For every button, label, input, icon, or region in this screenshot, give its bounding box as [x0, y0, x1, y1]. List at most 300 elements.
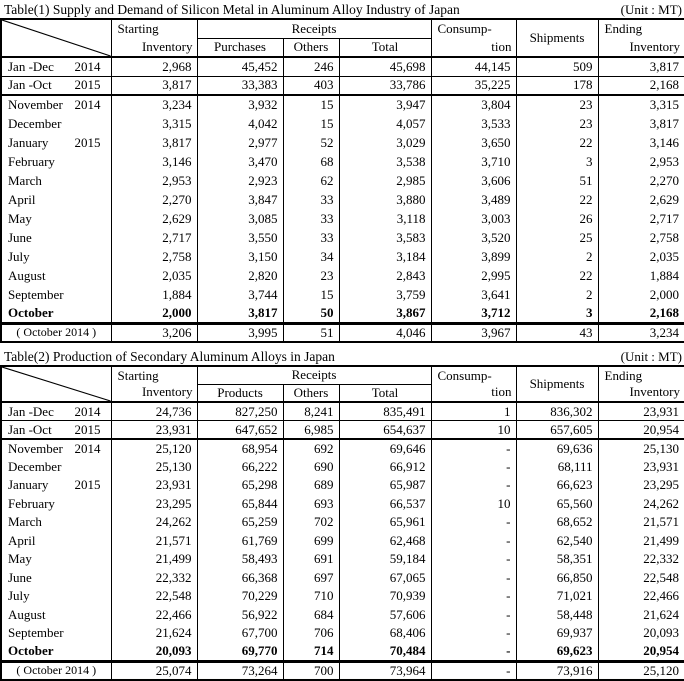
cell-others: 690: [283, 458, 339, 477]
row-period: October: [8, 304, 54, 320]
cell-purchases: 3,995: [197, 323, 283, 342]
cell-others: 700: [283, 661, 339, 680]
cell-ending-inventory: 2,717: [598, 209, 684, 228]
cell-others: 692: [283, 439, 339, 458]
cell-receipts-total: 3,029: [339, 133, 431, 152]
table-row: [1, 304, 684, 323]
table-row: [1, 550, 684, 569]
cell-shipments: 2: [516, 285, 598, 304]
row-label: [1, 133, 111, 152]
row-label: [1, 532, 111, 551]
row-period: December: [8, 458, 62, 474]
cell-consumption: 10: [431, 421, 516, 440]
cell-starting-inventory: 2,000: [111, 304, 197, 323]
row-label: [1, 421, 111, 440]
cell-others: 51: [283, 323, 339, 342]
cell-ending-inventory: 22,466: [598, 587, 684, 606]
cell-others: 689: [283, 476, 339, 495]
cell-starting-inventory: 3,817: [111, 76, 197, 95]
cell-purchases: 33,383: [197, 76, 283, 95]
cell-receipts-total: 33,786: [339, 76, 431, 95]
cell-consumption: -: [431, 661, 516, 680]
cell-receipts-total: 70,484: [339, 643, 431, 662]
table-row: [1, 476, 684, 495]
row-label: [1, 285, 111, 304]
row-label: [1, 190, 111, 209]
cell-shipments: 3: [516, 304, 598, 323]
header-purchases: Purchases: [197, 38, 283, 57]
table-row: [1, 606, 684, 625]
row-period: ( October 2014 ): [16, 325, 97, 340]
cell-ending-inventory: 2,168: [598, 304, 684, 323]
cell-others: 62: [283, 171, 339, 190]
cell-ending-inventory: 25,120: [598, 661, 684, 680]
cell-starting-inventory: 3,234: [111, 95, 197, 114]
row-period: March: [8, 514, 42, 530]
cell-ending-inventory: 2,629: [598, 190, 684, 209]
header-starting-inventory: Starting Inventory: [111, 19, 197, 57]
cell-starting-inventory: 22,466: [111, 606, 197, 625]
cell-consumption: 3,710: [431, 152, 516, 171]
table-row: [1, 569, 684, 588]
cell-consumption: 3,641: [431, 285, 516, 304]
cell-starting-inventory: 24,262: [111, 513, 197, 532]
cell-shipments: 26: [516, 209, 598, 228]
cell-consumption: 3,899: [431, 247, 516, 266]
cell-purchases: 3,085: [197, 209, 283, 228]
row-period: September: [8, 286, 64, 302]
table-row: [1, 190, 684, 209]
table-row: [1, 587, 684, 606]
row-label: [1, 228, 111, 247]
cell-shipments: 22: [516, 133, 598, 152]
cell-consumption: 3,489: [431, 190, 516, 209]
row-label: [1, 209, 111, 228]
cell-shipments: 2: [516, 247, 598, 266]
table1-unit: (Unit : MT): [620, 2, 682, 17]
cell-ending-inventory: 3,817: [598, 57, 684, 76]
row-year: 2014: [74, 97, 101, 112]
cell-receipts-total: 3,880: [339, 190, 431, 209]
cell-purchases: 2,820: [197, 266, 283, 285]
row-period: February: [8, 153, 55, 169]
row-label: [1, 152, 111, 171]
cell-shipments: 43: [516, 323, 598, 342]
cell-starting-inventory: 3,206: [111, 323, 197, 342]
cell-receipts-total: 654,637: [339, 421, 431, 440]
row-period: September: [8, 625, 64, 641]
cell-ending-inventory: 21,571: [598, 513, 684, 532]
row-period: April: [8, 532, 36, 548]
cell-others: 246: [283, 57, 339, 76]
cell-products: 66,368: [197, 569, 283, 588]
table-row: [1, 133, 684, 152]
cell-starting-inventory: 21,624: [111, 624, 197, 643]
cell-others: 684: [283, 606, 339, 625]
row-period: October: [8, 643, 54, 658]
header-ending-inventory: Ending Inventory: [598, 19, 684, 57]
cell-receipts-total: 73,964: [339, 661, 431, 680]
cell-starting-inventory: 3,146: [111, 152, 197, 171]
cell-others: 403: [283, 76, 339, 95]
cell-others: 33: [283, 190, 339, 209]
cell-shipments: 58,351: [516, 550, 598, 569]
row-label: [1, 513, 111, 532]
row-label: [1, 624, 111, 643]
table1-header: [1, 19, 684, 57]
row-label: [1, 643, 111, 662]
table-row: [1, 323, 684, 342]
cell-ending-inventory: 2,168: [598, 76, 684, 95]
cell-shipments: 657,605: [516, 421, 598, 440]
cell-consumption: 3,520: [431, 228, 516, 247]
cell-consumption: 35,225: [431, 76, 516, 95]
cell-receipts-total: 45,698: [339, 57, 431, 76]
row-year: 2014: [74, 440, 101, 456]
cell-receipts-total: 3,867: [339, 304, 431, 323]
row-period: November: [8, 97, 63, 112]
table-row: [1, 532, 684, 551]
cell-shipments: 71,021: [516, 587, 598, 606]
table-row: [1, 152, 684, 171]
row-period: Jan -Oct: [8, 77, 52, 93]
cell-consumption: -: [431, 476, 516, 495]
row-period: Jan -Dec: [8, 403, 54, 419]
corner-cell: [1, 366, 111, 402]
cell-ending-inventory: 3,817: [598, 114, 684, 133]
cell-consumption: -: [431, 624, 516, 643]
cell-purchases: 3,817: [197, 304, 283, 323]
row-period: June: [8, 229, 32, 245]
header-receipts-group: Receipts: [197, 366, 431, 384]
row-period: March: [8, 172, 42, 188]
cell-receipts-total: 65,987: [339, 476, 431, 495]
cell-shipments: 68,111: [516, 458, 598, 477]
cell-products: 65,844: [197, 495, 283, 514]
cell-shipments: 178: [516, 76, 598, 95]
cell-shipments: 25: [516, 228, 598, 247]
cell-consumption: 3,712: [431, 304, 516, 323]
cell-consumption: 3,967: [431, 323, 516, 342]
row-year: 2015: [74, 421, 101, 437]
table-row: [1, 495, 684, 514]
row-label: [1, 323, 111, 342]
cell-ending-inventory: 22,548: [598, 569, 684, 588]
cell-others: 693: [283, 495, 339, 514]
row-label: [1, 550, 111, 569]
cell-receipts-total: 3,118: [339, 209, 431, 228]
header-starting-inventory: Starting Inventory: [111, 366, 197, 402]
row-period: August: [8, 606, 46, 622]
cell-receipts-total: 3,759: [339, 285, 431, 304]
cell-starting-inventory: 21,499: [111, 550, 197, 569]
row-period: May: [8, 551, 32, 567]
row-label: [1, 57, 111, 76]
cell-receipts-total: 66,537: [339, 495, 431, 514]
cell-receipts-total: 67,065: [339, 569, 431, 588]
cell-starting-inventory: 25,130: [111, 458, 197, 477]
cell-receipts-total: 62,468: [339, 532, 431, 551]
cell-receipts-total: 66,912: [339, 458, 431, 477]
cell-receipts-total: 68,406: [339, 624, 431, 643]
table-row: [1, 285, 684, 304]
cell-ending-inventory: 21,624: [598, 606, 684, 625]
diagonal-line-icon: [2, 367, 111, 401]
cell-receipts-total: 835,491: [339, 402, 431, 421]
cell-starting-inventory: 25,074: [111, 661, 197, 680]
row-label: [1, 587, 111, 606]
cell-others: 714: [283, 643, 339, 662]
cell-starting-inventory: 22,548: [111, 587, 197, 606]
row-period: July: [8, 248, 30, 264]
row-period: ( October 2014 ): [16, 663, 97, 677]
cell-products: 65,259: [197, 513, 283, 532]
cell-starting-inventory: 2,270: [111, 190, 197, 209]
row-period: November: [8, 440, 63, 456]
header-products: Products: [197, 384, 283, 402]
cell-shipments: 509: [516, 57, 598, 76]
cell-others: 33: [283, 228, 339, 247]
table-row: [1, 624, 684, 643]
table-row: [1, 661, 684, 680]
cell-receipts-total: 65,961: [339, 513, 431, 532]
cell-products: 69,770: [197, 643, 283, 662]
row-label: [1, 76, 111, 95]
cell-shipments: 23: [516, 95, 598, 114]
row-label: [1, 95, 111, 114]
cell-products: 67,700: [197, 624, 283, 643]
cell-shipments: 69,937: [516, 624, 598, 643]
row-label: [1, 304, 111, 323]
cell-ending-inventory: 3,234: [598, 323, 684, 342]
cell-shipments: 69,623: [516, 643, 598, 662]
cell-starting-inventory: 23,295: [111, 495, 197, 514]
table-row: [1, 513, 684, 532]
cell-receipts-total: 70,939: [339, 587, 431, 606]
cell-ending-inventory: 20,954: [598, 643, 684, 662]
table1-body: [1, 57, 684, 342]
cell-receipts-total: 3,947: [339, 95, 431, 114]
cell-receipts-total: 3,583: [339, 228, 431, 247]
table1-title: Table(1) Supply and Demand of Silicon Metal in Aluminum Alloy Industry of Japan: [4, 2, 460, 17]
table-row: [1, 421, 684, 440]
cell-ending-inventory: 23,931: [598, 402, 684, 421]
cell-others: 34: [283, 247, 339, 266]
table2-secondary-aluminum-alloys: [0, 365, 684, 681]
cell-consumption: 3,650: [431, 133, 516, 152]
cell-receipts-total: 4,057: [339, 114, 431, 133]
cell-starting-inventory: 25,120: [111, 439, 197, 458]
cell-receipts-total: 3,184: [339, 247, 431, 266]
cell-shipments: 22: [516, 190, 598, 209]
header-ending-inventory: Ending Inventory: [598, 366, 684, 402]
cell-consumption: -: [431, 458, 516, 477]
row-period: May: [8, 210, 32, 226]
cell-shipments: 23: [516, 114, 598, 133]
cell-starting-inventory: 2,953: [111, 171, 197, 190]
cell-ending-inventory: 1,884: [598, 266, 684, 285]
table-row: [1, 266, 684, 285]
cell-others: 68: [283, 152, 339, 171]
corner-cell: [1, 19, 111, 57]
cell-starting-inventory: 2,968: [111, 57, 197, 76]
cell-others: 33: [283, 209, 339, 228]
cell-ending-inventory: 23,931: [598, 458, 684, 477]
cell-purchases: 2,923: [197, 171, 283, 190]
table2-title-row: [0, 348, 684, 365]
cell-consumption: -: [431, 532, 516, 551]
cell-consumption: -: [431, 643, 516, 662]
cell-others: 699: [283, 532, 339, 551]
cell-products: 65,298: [197, 476, 283, 495]
cell-others: 50: [283, 304, 339, 323]
table2-body: [1, 402, 684, 680]
cell-others: 52: [283, 133, 339, 152]
cell-starting-inventory: 2,717: [111, 228, 197, 247]
diagonal-line-icon: [2, 20, 111, 56]
cell-purchases: 3,550: [197, 228, 283, 247]
table-row: [1, 114, 684, 133]
cell-ending-inventory: 2,758: [598, 228, 684, 247]
cell-shipments: 22: [516, 266, 598, 285]
cell-consumption: 3,003: [431, 209, 516, 228]
cell-consumption: 3,533: [431, 114, 516, 133]
table2-unit: (Unit : MT): [620, 349, 682, 364]
cell-products: 827,250: [197, 402, 283, 421]
row-label: [1, 606, 111, 625]
table2-section: [0, 348, 684, 681]
table1-section: [0, 1, 684, 343]
header-consumption: Consump- tion: [431, 19, 516, 57]
cell-consumption: -: [431, 550, 516, 569]
cell-products: 73,264: [197, 661, 283, 680]
row-label: [1, 458, 111, 477]
header-receipts-group: Receipts: [197, 19, 431, 38]
cell-consumption: 3,606: [431, 171, 516, 190]
cell-shipments: 66,623: [516, 476, 598, 495]
cell-receipts-total: 57,606: [339, 606, 431, 625]
cell-shipments: 51: [516, 171, 598, 190]
cell-products: 70,229: [197, 587, 283, 606]
cell-others: 23: [283, 266, 339, 285]
table-row: [1, 57, 684, 76]
table-row: [1, 247, 684, 266]
cell-ending-inventory: 2,035: [598, 247, 684, 266]
cell-shipments: 66,850: [516, 569, 598, 588]
cell-others: 15: [283, 95, 339, 114]
row-label: [1, 439, 111, 458]
cell-shipments: 62,540: [516, 532, 598, 551]
table2-header: [1, 366, 684, 402]
cell-others: 15: [283, 285, 339, 304]
cell-receipts-total: 3,538: [339, 152, 431, 171]
cell-starting-inventory: 20,093: [111, 643, 197, 662]
table-row: [1, 402, 684, 421]
cell-consumption: -: [431, 513, 516, 532]
table-row: [1, 171, 684, 190]
cell-others: 706: [283, 624, 339, 643]
row-period: December: [8, 115, 62, 131]
cell-starting-inventory: 23,931: [111, 476, 197, 495]
row-period: January: [8, 477, 49, 493]
row-label: [1, 476, 111, 495]
header-consumption: Consump- tion: [431, 366, 516, 402]
row-year: 2014: [74, 403, 101, 419]
cell-consumption: -: [431, 587, 516, 606]
header-total: Total: [339, 38, 431, 57]
table2-title: Table(2) Production of Secondary Aluminum Alloys in Japan: [4, 349, 335, 364]
table-row: [1, 209, 684, 228]
cell-receipts-total: 4,046: [339, 323, 431, 342]
cell-starting-inventory: 23,931: [111, 421, 197, 440]
cell-ending-inventory: 20,093: [598, 624, 684, 643]
header-shipments: Shipments: [516, 19, 598, 57]
row-label: [1, 495, 111, 514]
cell-shipments: 3: [516, 152, 598, 171]
cell-consumption: 44,145: [431, 57, 516, 76]
cell-starting-inventory: 3,817: [111, 133, 197, 152]
cell-starting-inventory: 1,884: [111, 285, 197, 304]
cell-starting-inventory: 2,758: [111, 247, 197, 266]
row-label: [1, 171, 111, 190]
cell-shipments: 58,448: [516, 606, 598, 625]
cell-others: 6,985: [283, 421, 339, 440]
cell-starting-inventory: 2,035: [111, 266, 197, 285]
row-period: Jan -Dec: [8, 58, 54, 74]
table-row: [1, 439, 684, 458]
table-row: [1, 95, 684, 114]
row-period: February: [8, 495, 55, 511]
cell-shipments: 65,560: [516, 495, 598, 514]
cell-others: 697: [283, 569, 339, 588]
row-period: Jan -Oct: [8, 421, 52, 437]
row-label: [1, 266, 111, 285]
cell-ending-inventory: 2,000: [598, 285, 684, 304]
cell-others: 710: [283, 587, 339, 606]
row-year: 2015: [74, 477, 101, 493]
cell-others: 15: [283, 114, 339, 133]
cell-ending-inventory: 22,332: [598, 550, 684, 569]
cell-shipments: 836,302: [516, 402, 598, 421]
cell-consumption: -: [431, 439, 516, 458]
cell-starting-inventory: 3,315: [111, 114, 197, 133]
cell-others: 691: [283, 550, 339, 569]
header-total: Total: [339, 384, 431, 402]
cell-consumption: 1: [431, 402, 516, 421]
row-year: 2015: [74, 77, 101, 93]
cell-purchases: 4,042: [197, 114, 283, 133]
row-period: June: [8, 569, 32, 585]
row-label: [1, 247, 111, 266]
table1-title-row: [0, 1, 684, 18]
cell-starting-inventory: 2,629: [111, 209, 197, 228]
row-period: April: [8, 191, 36, 207]
row-label: [1, 661, 111, 680]
table-row: [1, 76, 684, 95]
row-label: [1, 569, 111, 588]
row-period: July: [8, 588, 30, 604]
cell-ending-inventory: 3,146: [598, 133, 684, 152]
cell-products: 61,769: [197, 532, 283, 551]
cell-consumption: 10: [431, 495, 516, 514]
cell-ending-inventory: 25,130: [598, 439, 684, 458]
cell-receipts-total: 2,985: [339, 171, 431, 190]
cell-products: 68,954: [197, 439, 283, 458]
row-label: [1, 114, 111, 133]
cell-purchases: 2,977: [197, 133, 283, 152]
cell-purchases: 3,150: [197, 247, 283, 266]
cell-starting-inventory: 21,571: [111, 532, 197, 551]
